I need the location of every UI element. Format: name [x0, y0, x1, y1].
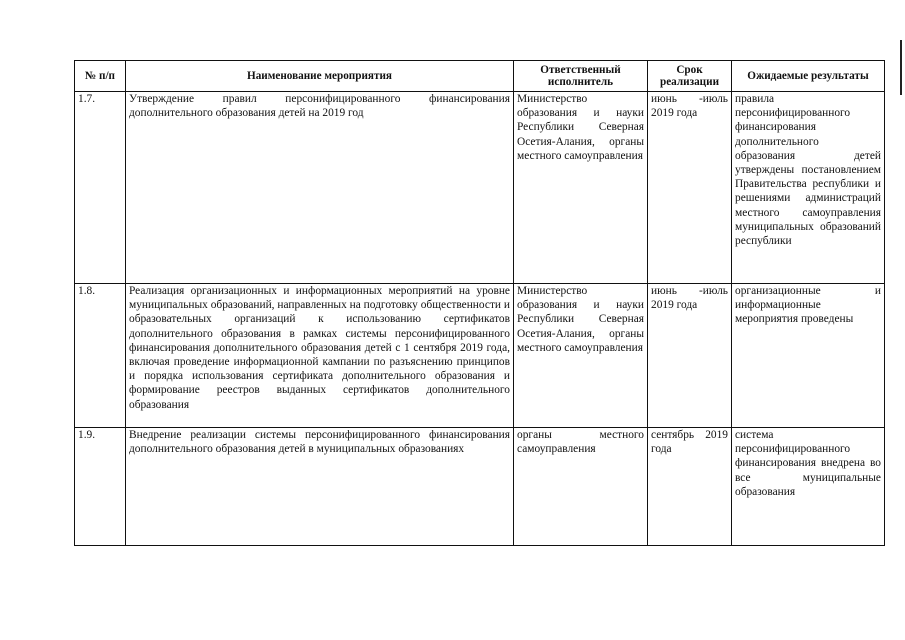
results-cell: организационные и информационные мероприятия проведены	[732, 284, 885, 428]
header-responsible: Ответственный исполнитель	[514, 61, 648, 92]
row-number: 1.9.	[75, 428, 126, 546]
row-number: 1.8.	[75, 284, 126, 428]
results-cell: система персонифицированного финансирования внедрена во все муниципальные образования	[732, 428, 885, 546]
table-row	[75, 92, 885, 284]
measures-table	[74, 60, 885, 546]
header-expected-results: Ожидаемые результаты	[732, 61, 885, 92]
header-deadline: Срок реализации	[648, 61, 732, 92]
deadline-cell: сентябрь 2019 года	[648, 428, 732, 546]
page-edge-mark	[900, 40, 902, 95]
table-row	[75, 284, 885, 428]
deadline-cell: июнь -июль 2019 года	[648, 284, 732, 428]
responsible-cell: органы местного самоуправления	[514, 428, 648, 546]
header-number: № п/п	[75, 61, 126, 92]
results-cell: правила персонифицированного финансирования дополнительного образования детей утверждены постановлением Правительства республики и решениями администраций местного самоуправления муниципальных образований республики	[732, 92, 885, 284]
measure-name-cell: Реализация организационных и информационных мероприятий на уровне муниципальных образований, направленных на подготовку общественности и образовательных организаций к использованию сертификатов дополнительного образования в рамках системы персонифицированного финансирования дополнительного образования детей с 1 сентября 2019 года, включая проведение информационной кампании по разъяснению принципов и порядка использования сертификата дополнительного образования и формирование реестров выданных сертификатов дополнительного образования	[126, 284, 514, 428]
responsible-cell: Министерство образования и науки Республики Северная Осетия-Алания, органы местного самоуправления	[514, 92, 648, 284]
responsible-cell: Министерство образования и науки Республики Северная Осетия-Алания, органы местного самоуправления	[514, 284, 648, 428]
table-row	[75, 428, 885, 546]
table-header-row	[75, 61, 885, 92]
measure-name-cell: Внедрение реализации системы персонифицированного финансирования дополнительного образования детей в муниципальных образованиях	[126, 428, 514, 546]
measure-name-cell: Утверждение правил персонифицированного финансирования дополнительного образования детей на 2019 год	[126, 92, 514, 284]
header-measure-name: Наименование мероприятия	[126, 61, 514, 92]
deadline-cell: июнь -июль 2019 года	[648, 92, 732, 284]
row-number: 1.7.	[75, 92, 126, 284]
